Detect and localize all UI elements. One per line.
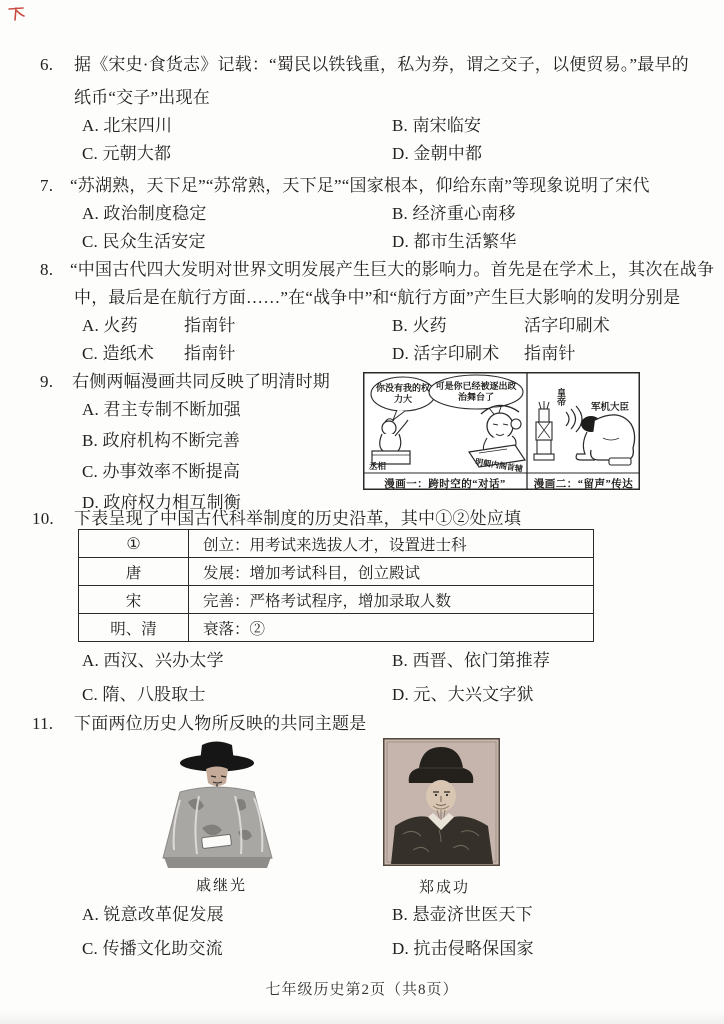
table-cell-stage-2: 发展：增加考试科目，创立殿试 (189, 558, 593, 586)
q8-option-c-part1: C. 造纸术 (82, 344, 155, 363)
page-footer: 七年级历史第2页（共8页） (265, 982, 459, 998)
q8-option-d-part1: D. 活字印刷术 (392, 344, 500, 363)
q7-option-a: A. 政治制度稳定 (82, 204, 207, 223)
q11-number: 11. (32, 714, 54, 733)
table-cell-dynasty-3: 宋 (79, 586, 189, 614)
table-cell-stage-1: 创立：用考试来选拔人才，设置进士科 (189, 530, 593, 558)
q11-stem: 下面两位历史人物所反映的共同主题是 (74, 714, 367, 733)
q8-option-d-part2: 指南针 (524, 344, 576, 363)
q10-stem: 下表呈现了中国古代科举制度的历史沿革，其中①②处应填 (74, 509, 522, 528)
q8-option-a-part2: 指南针 (184, 316, 236, 335)
cartoon-label-chancellor: 丞相 (369, 461, 387, 471)
q8-option-a-part1: A. 火药 (82, 316, 138, 335)
q8-option-c-part2: 指南针 (184, 344, 236, 363)
q6-stem-line2: 纸币“交子”出现在 (74, 88, 210, 107)
q6-stem-line1: 据《宋史·食货志》记载：“蜀民以铁钱重，私为券，谓之交子，以便贸易。”最早的 (74, 55, 689, 74)
q6-option-d: D. 金朝中都 (392, 144, 483, 163)
table-cell-stage-4: 衰落：② (203, 620, 266, 638)
q9-option-c: C. 办事效率不断提高 (82, 462, 241, 481)
red-ink-mark (7, 4, 27, 22)
q9-option-d: D. 政府权力相互制衡 (82, 493, 241, 512)
q7-option-d: D. 都市生活繁华 (392, 232, 517, 251)
q8-stem-line1: “中国古代四大发明对世界文明发展产生巨大的影响力。首先是在学术上，其次在战争 (70, 260, 715, 279)
q10-option-c: C. 隋、八股取士 (82, 685, 206, 704)
q7-stem: “苏湖熟，天下足”“苏常熟，天下足”“国家根本，仰给东南”等现象说明了宋代 (70, 176, 650, 195)
q11-option-a: A. 锐意改革促发展 (82, 905, 224, 924)
q9-number: 9. (40, 372, 54, 391)
q9-option-a: A. 君主专制不断加强 (82, 400, 241, 419)
q7-option-b: B. 经济重心南移 (392, 204, 516, 223)
portrait-caption-qi-jiguang: 戚继光 (196, 878, 248, 894)
q10-option-b: B. 西晋、依门第推荐 (392, 651, 551, 670)
cartoon-label-military-minister: 军机大臣 (591, 403, 630, 413)
q8-stem-line2: 中，最后是在航行方面……”在“战争中”和“航行方面”产生巨大影响的发明分别是 (74, 288, 681, 307)
q10-option-a: A. 西汉、兴办太学 (82, 651, 224, 670)
q8-option-b-part2: 活字印刷术 (524, 316, 610, 335)
q6-option-c: C. 元朝大都 (82, 144, 172, 163)
q11-option-c: C. 传播文化助交流 (82, 939, 223, 958)
q7-option-c: C. 民众生活安定 (82, 232, 206, 251)
q11-option-d: D. 抗击侵略保国家 (392, 939, 534, 958)
table-cell-dynasty-1: ① (79, 530, 189, 558)
cartoon-speech-bubble-secretary: 可是你已经被逐出政治舞台了 (435, 381, 517, 402)
q9-option-b: B. 政府机构不断完善 (82, 431, 241, 450)
portrait-zheng-chenggong (383, 738, 500, 866)
q6-number: 6. (40, 55, 54, 74)
q9-stem: 右侧两幅漫画共同反映了明清时期 (72, 372, 330, 391)
q10-option-d: D. 元、大兴文字狱 (392, 685, 534, 704)
q9-cartoon-panel (363, 372, 640, 490)
table-cell-stage-3: 完善：严格考试程序，增加录取人数 (189, 586, 593, 614)
portrait-qi-jiguang (150, 740, 285, 872)
q10-number: 10. (32, 509, 54, 528)
q6-option-b: B. 南宋临安 (392, 116, 482, 135)
cartoon-label-emperor: 皇帝 (556, 388, 566, 406)
q7-number: 7. (40, 176, 54, 195)
table-cell-dynasty-4: 明、清 (79, 614, 189, 641)
q10-table (78, 529, 594, 642)
table-cell-dynasty-2: 唐 (79, 558, 189, 586)
q6-option-a: A. 北宋四川 (82, 116, 173, 135)
cartoon-caption-1: 漫画一：跨时空的“对话” (384, 479, 506, 490)
q8-number: 8. (40, 260, 54, 279)
q11-option-b: B. 悬壶济世医天下 (392, 905, 533, 924)
cartoon-speech-bubble-chancellor: 你没有我的权力大 (375, 383, 430, 404)
portrait-caption-zheng-chenggong: 郑成功 (419, 880, 471, 896)
q8-option-b-part1: B. 火药 (392, 316, 447, 335)
cartoon-caption-2: 漫画二：“留声”传达 (533, 479, 634, 490)
cartoon-label-grand-secretary: 明朝内阁首辅 (474, 457, 524, 474)
